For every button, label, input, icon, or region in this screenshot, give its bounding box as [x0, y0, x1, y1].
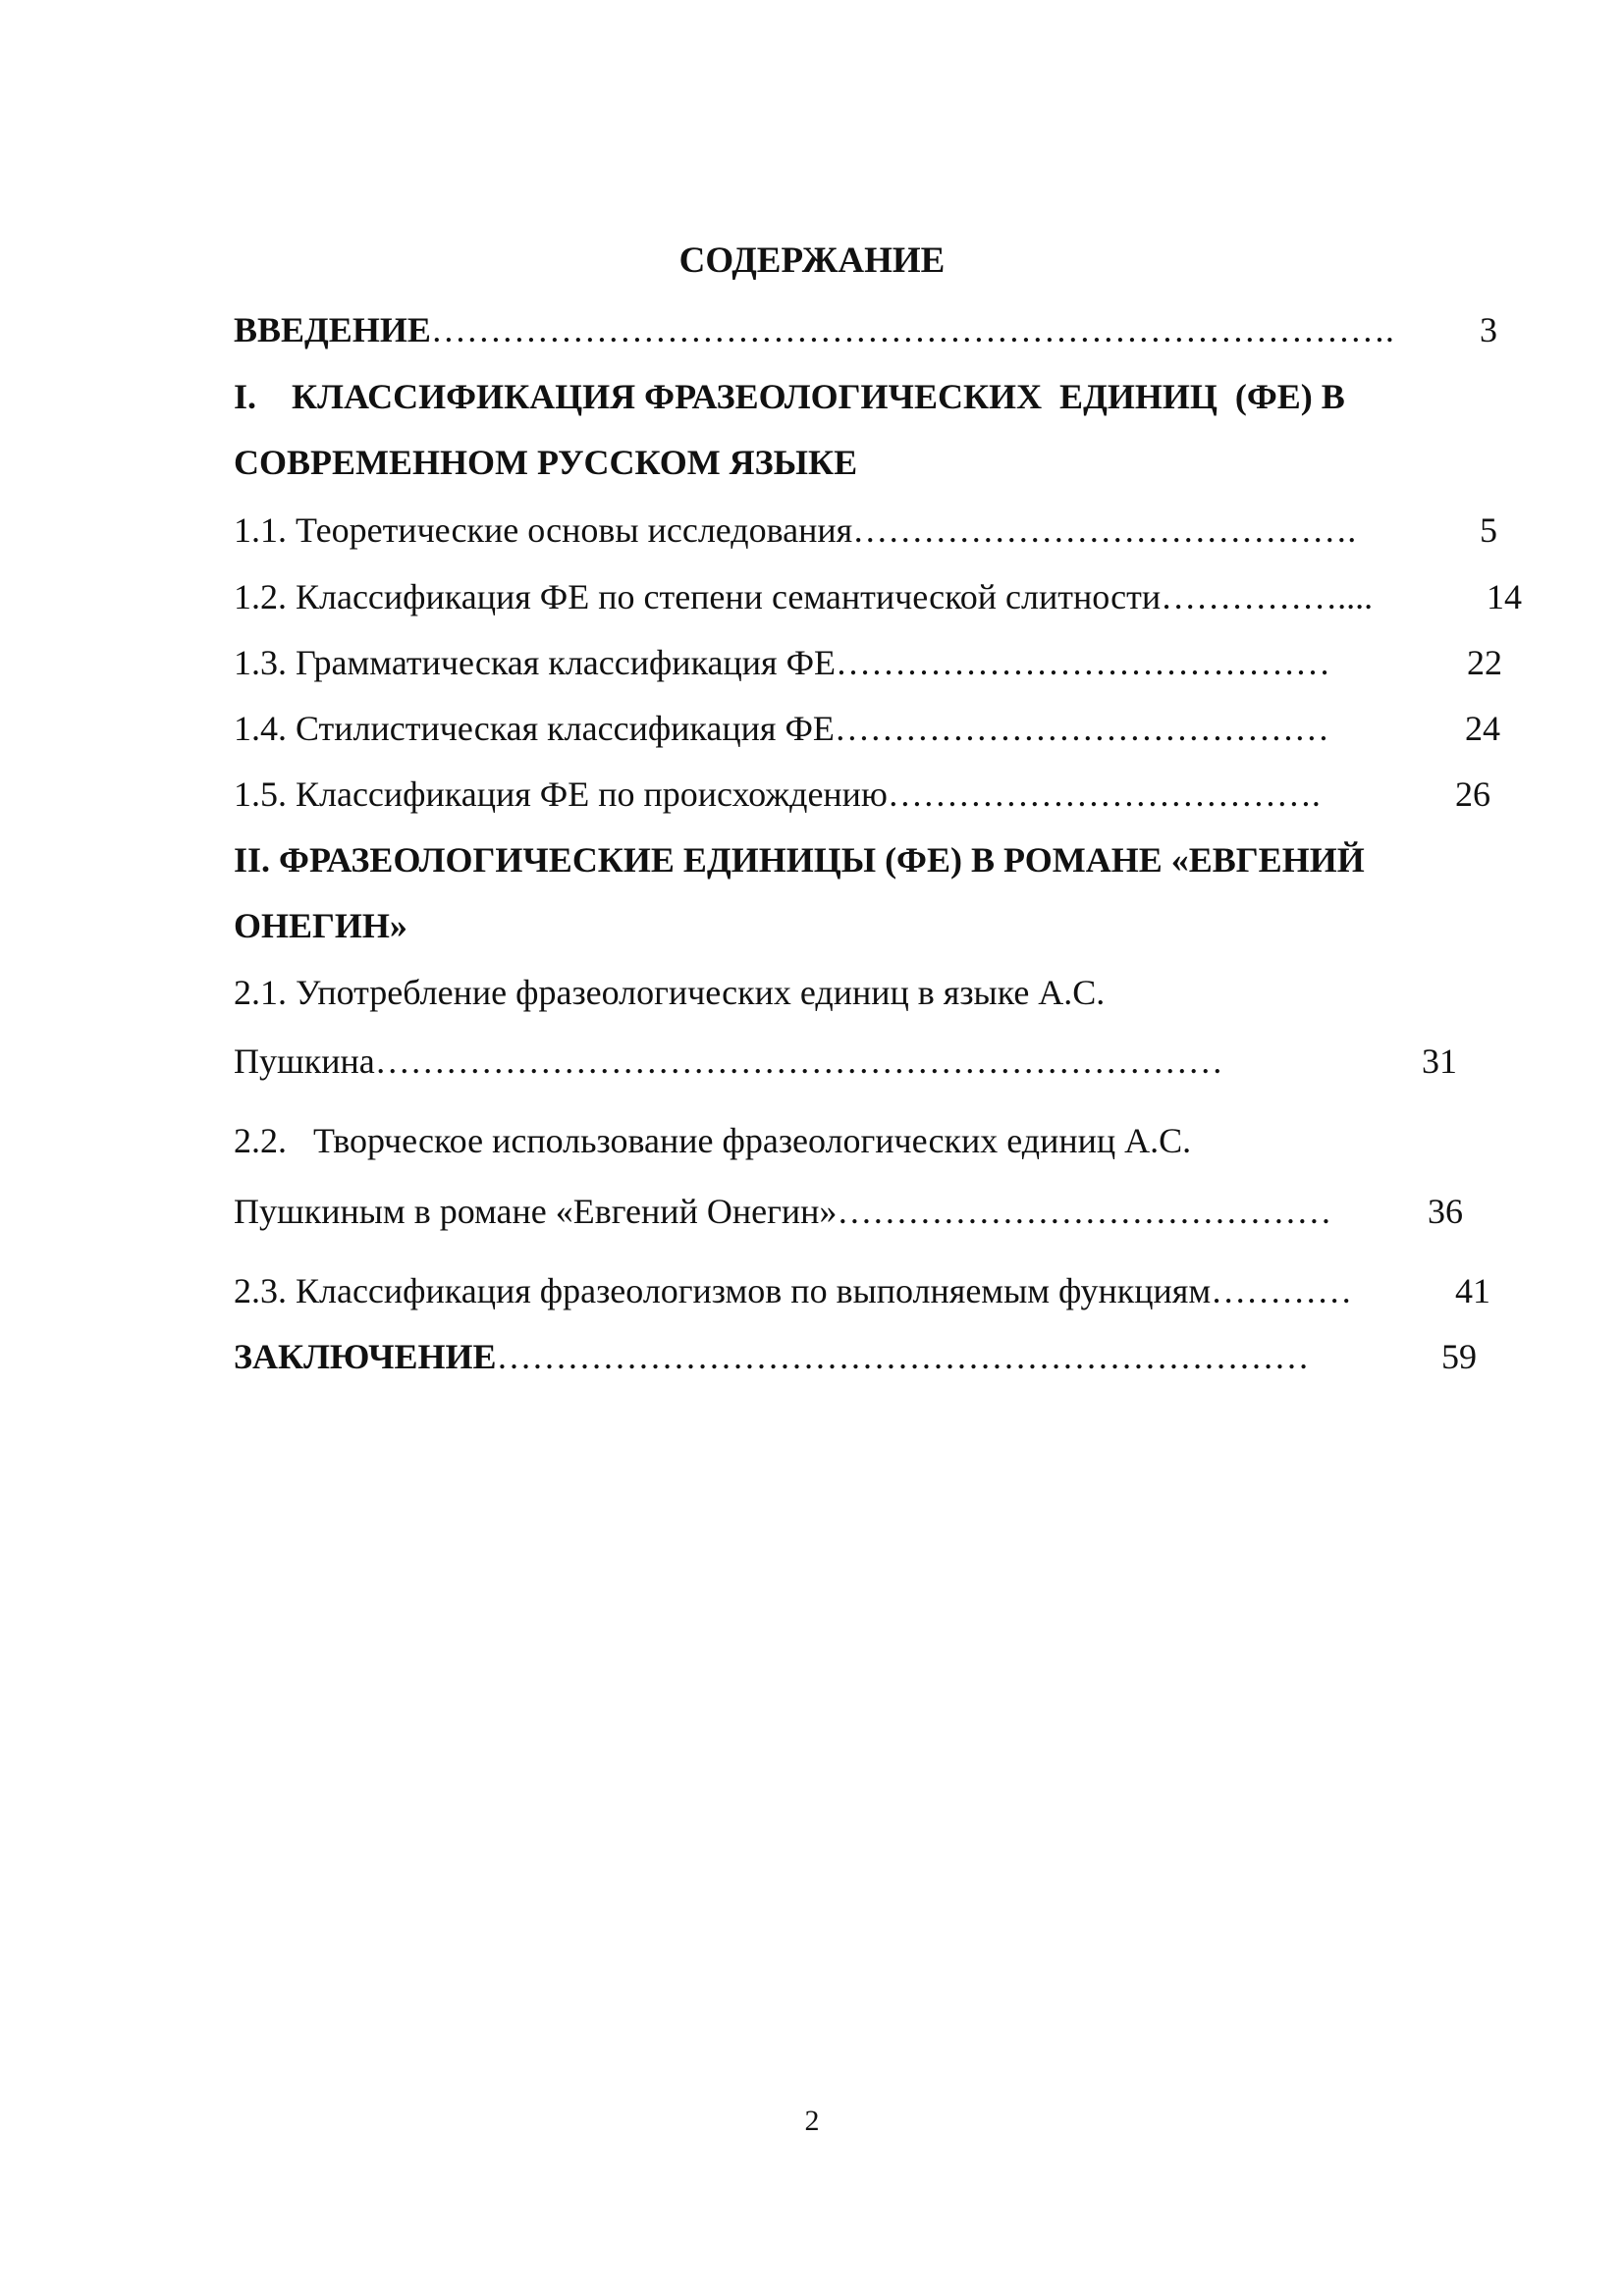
toc-entry-page: 36	[1428, 1192, 1463, 1231]
toc-chapter-1-line-1: I. КЛАССИФИКАЦИЯ ФРАЗЕОЛОГИЧЕСКИХ ЕДИНИЦ (ФЕ) В	[234, 377, 1345, 416]
toc-entry-leader: ………………………………………………………………	[374, 1041, 1223, 1081]
toc-entry-2-1-line-1: 2.1. Употребление фразеологических единиц в языке А.С.	[234, 973, 1106, 1012]
toc-chapter-1-line-2: СОВРЕМЕННОМ РУССКОМ ЯЗЫКЕ	[234, 443, 858, 482]
toc-entry-2-3	[234, 1268, 1490, 1313]
toc-entry-label: ЗАКЛЮЧЕНИЕ	[234, 1337, 497, 1376]
page-number: 2	[804, 2105, 820, 2137]
toc-entry-label: 1.4. Стилистическая классификация ФЕ	[234, 709, 835, 748]
toc-entry-introduction	[234, 307, 1497, 352]
toc-entry-leader: ……………………………….	[887, 774, 1321, 814]
toc-entry-page: 26	[1455, 774, 1490, 814]
toc-entry-1-4	[234, 706, 1500, 751]
toc-entry-page: 14	[1487, 577, 1522, 616]
toc-entry-page: 31	[1422, 1041, 1457, 1081]
toc-entry-leader: ……………………………………	[837, 1192, 1332, 1231]
toc-title: СОДЕРЖАНИЕ	[678, 240, 946, 281]
toc-entry-leader: ……………………………………………………………………….	[430, 310, 1394, 349]
toc-entry-page: 5	[1480, 510, 1497, 550]
toc-entry-page: 24	[1465, 709, 1500, 748]
toc-entry-page: 3	[1480, 310, 1497, 349]
toc-entry-page: 59	[1441, 1337, 1477, 1376]
toc-entry-leader: ……………....	[1161, 577, 1374, 616]
toc-entry-label: 2.3. Классификация фразеологизмов по выполняемым функциям	[234, 1271, 1212, 1310]
toc-entry-1-1	[234, 507, 1497, 553]
toc-entry-conclusion	[234, 1334, 1477, 1379]
toc-entry-2-2	[234, 1189, 1463, 1234]
toc-entry-leader: ……………………………………	[836, 643, 1331, 682]
toc-entry-leader: ……………………………………	[834, 709, 1329, 748]
toc-entry-1-5	[234, 772, 1490, 817]
toc-entry-label: Пушкиным в романе «Евгений Онегин»	[234, 1192, 838, 1231]
toc-entry-label: 1.2. Классификация ФЕ по степени семантической слитности	[234, 577, 1162, 616]
toc-chapter-2-line-2: ОНЕГИН»	[234, 906, 407, 945]
toc-entry-leader: …………………………………….	[852, 510, 1357, 550]
toc-entry-1-2	[234, 574, 1522, 619]
toc-entry-2-1	[234, 1039, 1457, 1084]
toc-entry-leader: ……………………………………………………………	[496, 1337, 1310, 1376]
toc-entry-page: 22	[1467, 643, 1502, 682]
toc-entry-1-3	[234, 640, 1502, 685]
toc-entry-label: ВВЕДЕНИЕ	[234, 310, 431, 349]
toc-entry-label: 1.5. Классификация ФЕ по происхождению	[234, 774, 888, 814]
toc-entry-label: Пушкина	[234, 1041, 375, 1081]
toc-entry-page: 41	[1455, 1271, 1490, 1310]
toc-entry-2-2-line-1: 2.2. Творческое использование фразеологических единиц А.С.	[234, 1121, 1192, 1160]
toc-chapter-2-line-1: II. ФРАЗЕОЛОГИЧЕСКИЕ ЕДИНИЦЫ (ФЕ) В РОМАНЕ «ЕВГЕНИЙ	[234, 840, 1365, 880]
toc-entry-label: 1.3. Грамматическая классификация ФЕ	[234, 643, 837, 682]
toc-entry-leader: …………	[1211, 1271, 1353, 1310]
toc-entry-label: 1.1. Теоретические основы исследования	[234, 510, 853, 550]
